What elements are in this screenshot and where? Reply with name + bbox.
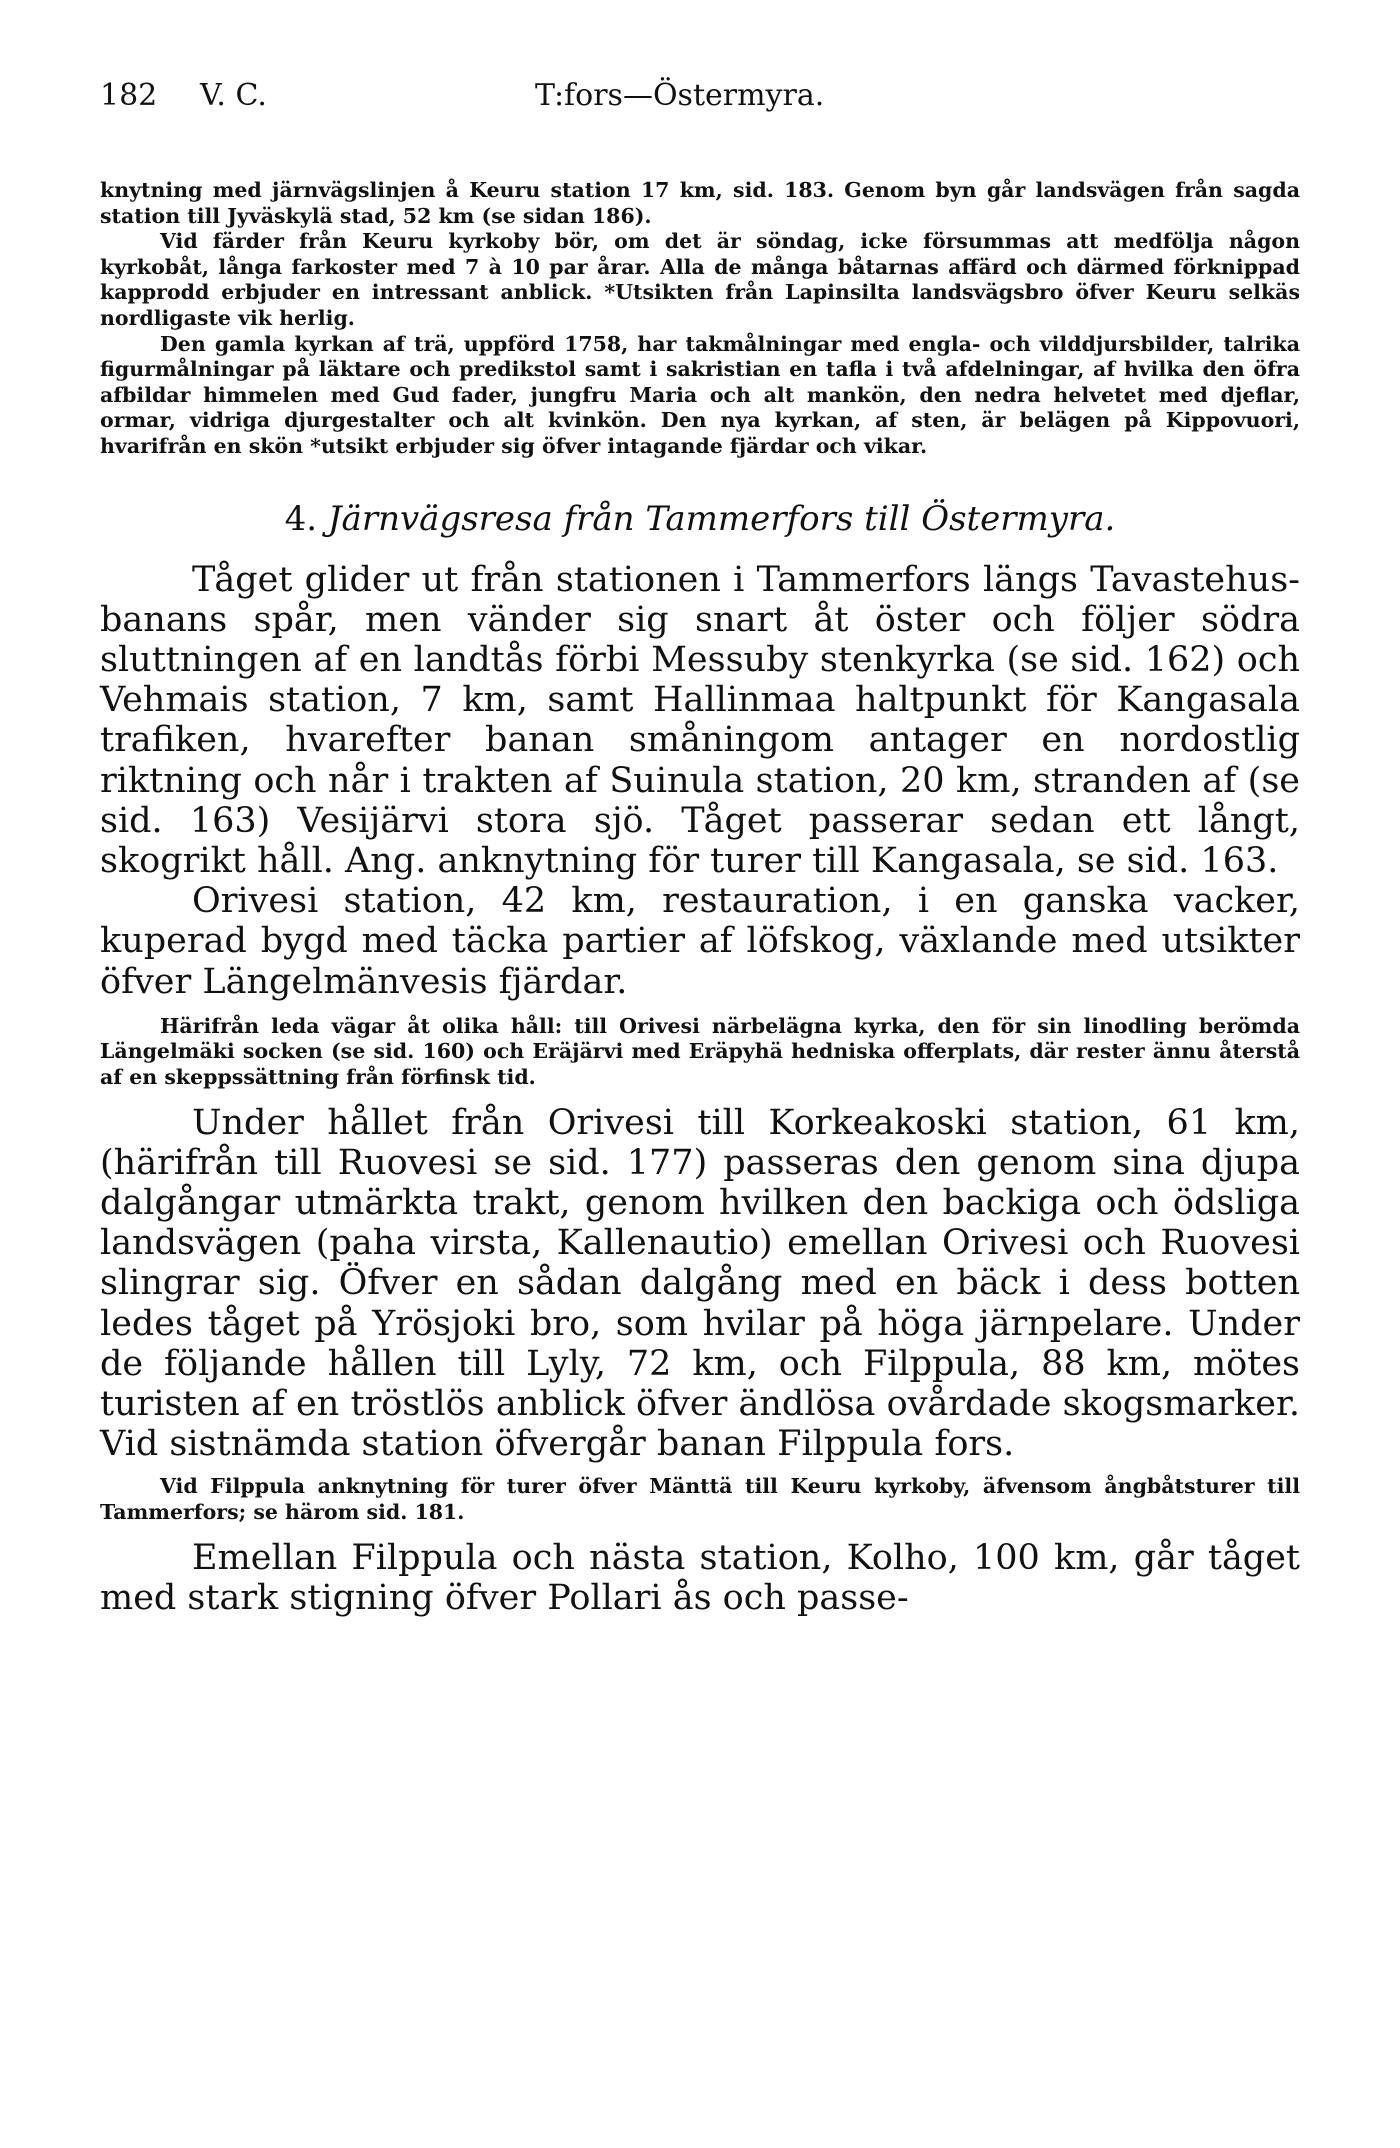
section-heading [100, 496, 1300, 542]
section-title: Järnvägsresa från Tammerfors till Östermyra. [327, 498, 1116, 539]
running-title: T:fors—Östermyra. [535, 78, 825, 113]
paragraph-korkeakoski: Under hållet från Orivesi till Korkeakoski station, 61 km, (härifrån till Ruovesi se sid. 177) passeras den genom sina djupa dalgångar utmärkta trakt, genom hvilken den backiga och ödsliga landsvägen (paha virsta, Kallenautio) emellan Orivesi och Ruovesi slingrar sig. Öfver en sådan dalgång med en bäck i dess botten ledes tåget på Yrösjoki bro, som hvilar på höga järnpelare. Under de följande hållen till Lyly, 72 km, och Filppula, 88 km, mötes turisten af en tröstlös anblick öfver ändlösa ovårdade skogsmarker. Vid sistnämda station öfvergår banan Filppula fors. [100, 1102, 1300, 1465]
paragraph-departure: Tåget glider ut från stationen i Tammerfors längs Tavastehus-banans spår, men vänder sig snart åt öster och följer södra sluttningen af en landtås förbi Messuby stenkyrka (se sid. 162) och Vehmais station, 7 km, samt Hallinmaa haltpunkt för Kangasala trafiken, hvarefter banan småningom antager en nordostlig riktning och når i trakten af Suinula station, 20 km, stranden af (se sid. 163) Vesijärvi stora sjö. Tåget passerar sedan ett långt, skogrikt håll. Ang. anknytning för turer till Kangasala, se sid. 163. [100, 559, 1300, 881]
running-header [100, 78, 1300, 126]
paragraph-orivesi-roads: Härifrån leda vägar åt olika håll: till Orivesi närbelägna kyrka, den för sin linodling berömda Längelmäki socken (se sid. 160) och Eräjärvi med Eräpyhä hedniska offerplats, där rester ännu återstå af en skeppssättning från förfinsk tid. [100, 1013, 1300, 1089]
page-number: 182 [100, 78, 158, 113]
paragraph-orivesi: Orivesi station, 42 km, restauration, i en ganska vacker, kuperad bygd med täcka partier af löfskog, växlande med utsikter öfver Längelmänvesis fjärdar. [100, 881, 1300, 1002]
book-page [100, 78, 1300, 1618]
section-number: 4. [284, 498, 318, 539]
chapter-marker: V. C. [200, 78, 267, 113]
paragraph-church-boats: Vid färder från Keuru kyrkoby bör, om det är söndag, icke försummas att medfölja någon kyrkobåt, långa farkoster med 7 à 10 par årar. Alla de många båtarnas affärd och därmed förknippad kapprodd erbjuder en intressant anblick. *Utsikten från Lapinsilta landsvägsbro öfver Keuru selkäs nordligaste vik herlig. [100, 229, 1300, 330]
paragraph-filppula-connection: Vid Filppula anknytning för turer öfver Mänttä till Keuru kyrkoby, äfvensom ångbåtsturer till Tammerfors; se härom sid. 181. [100, 1474, 1300, 1524]
paragraph-kolho: Emellan Filppula och nästa station, Kolho, 100 km, går tåget med stark stigning öfver Pollari ås och passe- [100, 1537, 1300, 1618]
paragraph-keuru-connection: knytning med järnvägslinjen å Keuru station 17 km, sid. 183. Genom byn går landsvägen från sagda station till Jyväskylä stad, 52 km (se sidan 186). [100, 178, 1300, 228]
paragraph-old-church: Den gamla kyrkan af trä, uppförd 1758, har takmålningar med engla- och vilddjursbilder, talrika figurmålningar på läktare och predikstol samt i sakristian en tafla i två afdelningar, af hvilka den öfra afbildar himmelen med Gud fader, jungfru Maria och alt mankön, den nedra helvetet med djeflar, ormar, vidriga djurgestalter och alt kvinkön. Den nya kyrkan, af sten, är belägen på Kippovuori, hvarifrån en skön *utsikt erbjuder sig öfver intagande fjärdar och vikar. [100, 331, 1300, 458]
